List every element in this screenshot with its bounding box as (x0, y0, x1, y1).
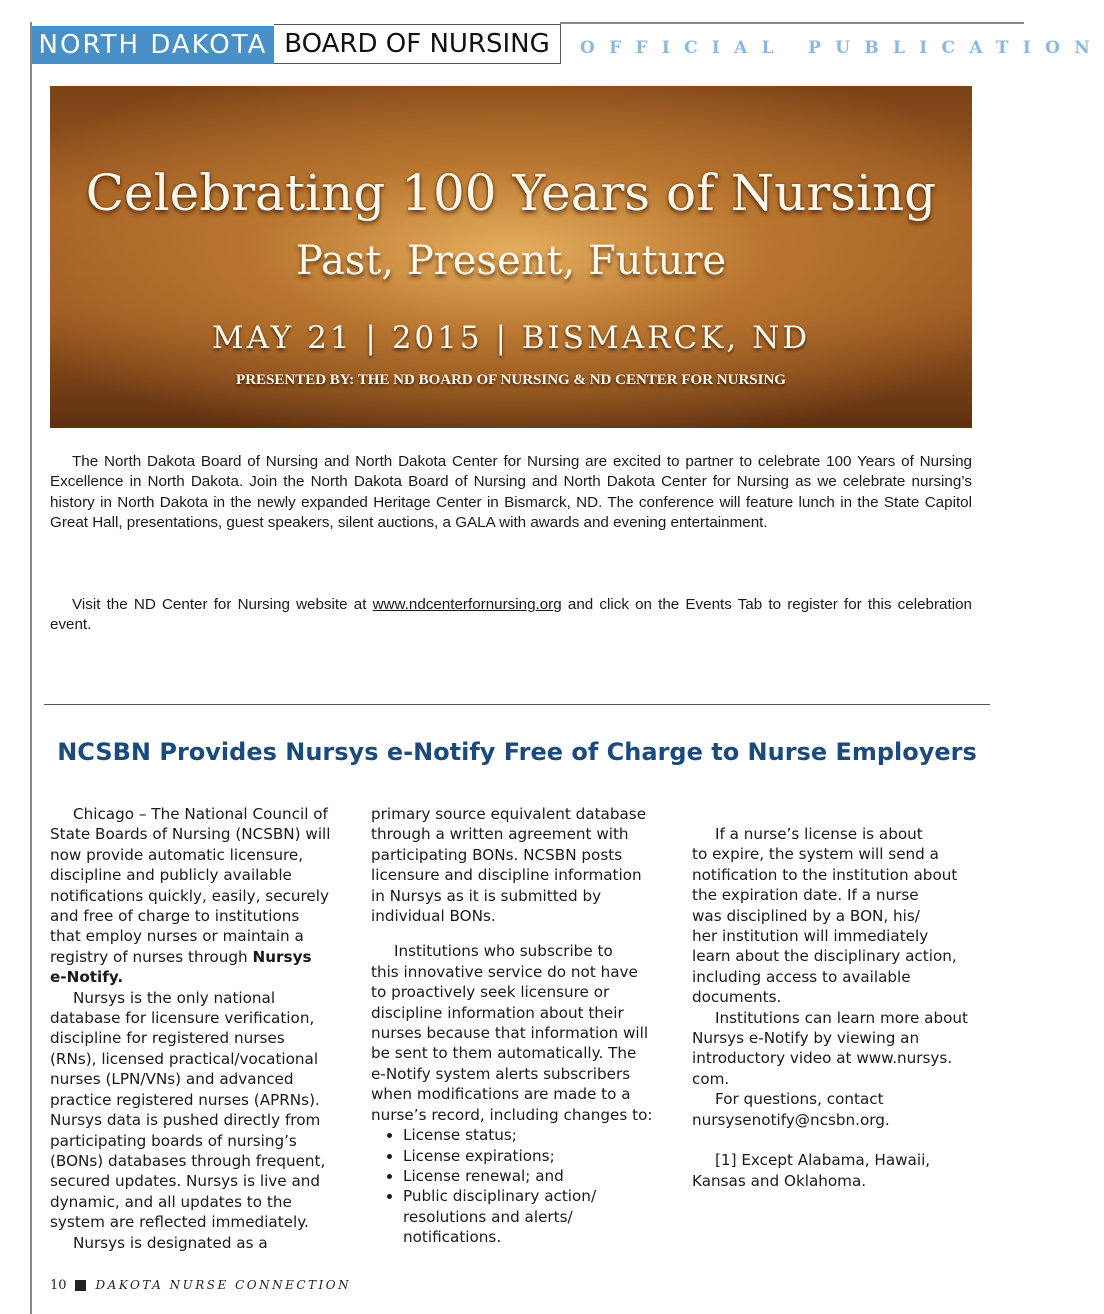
col1-line: Nursys is the only national (73, 988, 276, 1007)
col1-line: (BONs) databases through frequent, (50, 1151, 326, 1170)
page-frame-top (560, 22, 1024, 24)
col2-line: when modifications are made to a (371, 1085, 631, 1104)
col2-line: in Nursys as it is submitted by (371, 886, 602, 905)
intro-paragraph-2 (50, 595, 972, 636)
col1-line: secured updates. Nursys is live and (50, 1172, 321, 1191)
article-column-3 (692, 824, 992, 1191)
col1-line: practice registered nurses (APRNs). (50, 1090, 320, 1109)
intro-paragraph-1-text: The North Dakota Board of Nursing and North Dakota Center for Nursing are excited to partner to celebrate 100 Years of Nursing Excellence in North Dakota. Join the North Dakota Board of Nursing and North Dakota Center for Nursing as we celebrate nursing’s history in North Dakota in the newly expanded Heritage Center in Bismarck, ND. The conference will feature lunch in the State Capitol Great Hall, presentations, guest speakers, silent auctions, a GALA with awards and evening entertainment. (50, 453, 972, 532)
col1-paragraph-1 (50, 804, 362, 988)
article-column-1 (50, 804, 362, 1253)
centennial-banner (50, 86, 972, 428)
col2-line: participating BONs. NCSBN posts (371, 845, 623, 864)
col2-line: primary source equivalent database (371, 805, 647, 823)
col1-line: (RNs), licensed practical/vocational (50, 1049, 319, 1068)
page-frame-left (30, 22, 32, 1314)
col3-line: documents. (692, 988, 782, 1007)
nursys-bold: Nursys (252, 947, 312, 966)
col3-line: Nursys e-Notify by viewing an (692, 1029, 920, 1048)
intro-paragraph-2-after: and click on the Events Tab to register for this celebration event. (50, 596, 972, 634)
banner-title: Celebrating 100 Years of Nursing (85, 164, 937, 222)
col1-line: and free of charge to institutions (50, 907, 300, 926)
banner-subtitle: Past, Present, Future (295, 238, 727, 284)
article-headline: NCSBN Provides Nursys e-Notify Free of Charge to Nurse Employers (57, 738, 977, 766)
contact-email: nursysenotify@ncsbn.org. (692, 1110, 890, 1129)
col2-line: nurses because that information will (371, 1024, 649, 1043)
col1-line: nurses (LPN/VNs) and advanced (50, 1070, 294, 1089)
col1-paragraph-3 (50, 1233, 362, 1253)
footer-square-icon (75, 1280, 86, 1291)
bullet-item: • Public disciplinary action/ resolutions and alerts/ notifications. (403, 1186, 623, 1247)
page-number: 10 (50, 1277, 67, 1293)
col2-line: individual BONs. (371, 907, 496, 926)
bullet-item: • License status; (403, 1125, 683, 1145)
col2-line: this innovative service do not have (371, 962, 638, 981)
col1-line: Nursys is designated as a (73, 1233, 268, 1252)
masthead-state: NORTH DAKOTA (32, 26, 274, 64)
bullet-item: • License renewal; and (403, 1166, 683, 1186)
col3-line: Institutions can learn more about (715, 1008, 969, 1027)
col1-line: that employ nurses or maintain a (50, 927, 304, 946)
col1-line: participating boards of nursing’s (50, 1131, 297, 1150)
col2-paragraph-2 (371, 941, 683, 1125)
ndcenter-link[interactable]: www.ndcenterfornursing.org (372, 596, 562, 613)
section-divider (44, 704, 990, 705)
enotify-bold: e-Notify. (50, 968, 124, 987)
col3-line: com. (692, 1069, 730, 1088)
col1-line: notifications quickly, easily, securely (50, 886, 329, 905)
col2-line: be sent to them automatically. The (371, 1044, 637, 1063)
col2-line: Institutions who subscribe to (394, 942, 613, 961)
article-column-2 (371, 804, 683, 1248)
col1-line: Nursys data is pushed directly from (50, 1111, 321, 1130)
col3-line: Kansas and Oklahoma. (692, 1171, 867, 1190)
col1-line: dynamic, and all updates to the (50, 1192, 292, 1211)
masthead-board: BOARD OF NURSING (274, 24, 561, 64)
col2-line: discipline information about their (371, 1003, 624, 1022)
banner-presented-by: PRESENTED BY: THE ND BOARD OF NURSING & ND CENTER FOR NURSING (236, 372, 786, 388)
col1-line: State Boards of Nursing (NCSBN) will (50, 825, 331, 844)
col3-line: was disciplined by a BON, his/ (692, 906, 920, 925)
col3-line: her institution will immediately (692, 927, 929, 946)
page-footer (50, 1276, 351, 1294)
col3-line: including access to available (692, 967, 911, 986)
col3-line: the expiration date. If a nurse (692, 886, 919, 905)
col3-paragraph-1 (692, 824, 992, 1008)
col3-footnote (692, 1150, 992, 1191)
publication-name: DAKOTA NURSE CONNECTION (95, 1278, 352, 1292)
bullet-item: • License expirations; (403, 1146, 683, 1166)
col3-paragraph-2 (692, 1008, 992, 1090)
col1-line: registry of nurses through (50, 947, 248, 966)
col1-line: Chicago – The National Council of (73, 805, 328, 823)
banner-date-line: MAY 21 | 2015 | BISMARCK, ND (211, 320, 811, 356)
col3-line: learn about the disciplinary action, (692, 947, 957, 966)
col1-paragraph-2 (50, 988, 362, 1233)
col2-line: to proactively seek licensure or (371, 983, 610, 1002)
col3-line: introductory video at www.nursys. (692, 1049, 953, 1068)
col3-line: notification to the institution about (692, 865, 958, 884)
col3-line: For questions, contact (715, 1090, 884, 1109)
changes-bullet-list (371, 1125, 683, 1247)
col2-line: through a written agreement with (371, 825, 629, 844)
col3-line: to expire, the system will send a (692, 845, 939, 864)
col2-line: nurse’s record, including changes to: (371, 1105, 653, 1124)
col1-line: system are reflected immediately. (50, 1213, 309, 1232)
col2-paragraph-1 (371, 804, 683, 926)
intro-paragraph-1 (50, 452, 972, 534)
col3-paragraph-3 (692, 1089, 992, 1130)
col3-line: If a nurse’s license is about (715, 825, 923, 843)
masthead-tagline: OFFICIAL PUBLICATION (580, 38, 1104, 58)
col1-line: discipline and publicly available (50, 866, 292, 885)
col3-line: [1] Except Alabama, Hawaii, (715, 1151, 931, 1170)
col2-line: e-Notify system alerts subscribers (371, 1064, 631, 1083)
col1-line: discipline for registered nurses (50, 1029, 285, 1048)
col1-line: now provide automatic licensure, (50, 845, 304, 864)
col1-line: database for licensure verification, (50, 1009, 315, 1028)
intro-paragraph-2-before: Visit the ND Center for Nursing website at (72, 596, 367, 613)
col2-line: licensure and discipline information (371, 866, 642, 885)
